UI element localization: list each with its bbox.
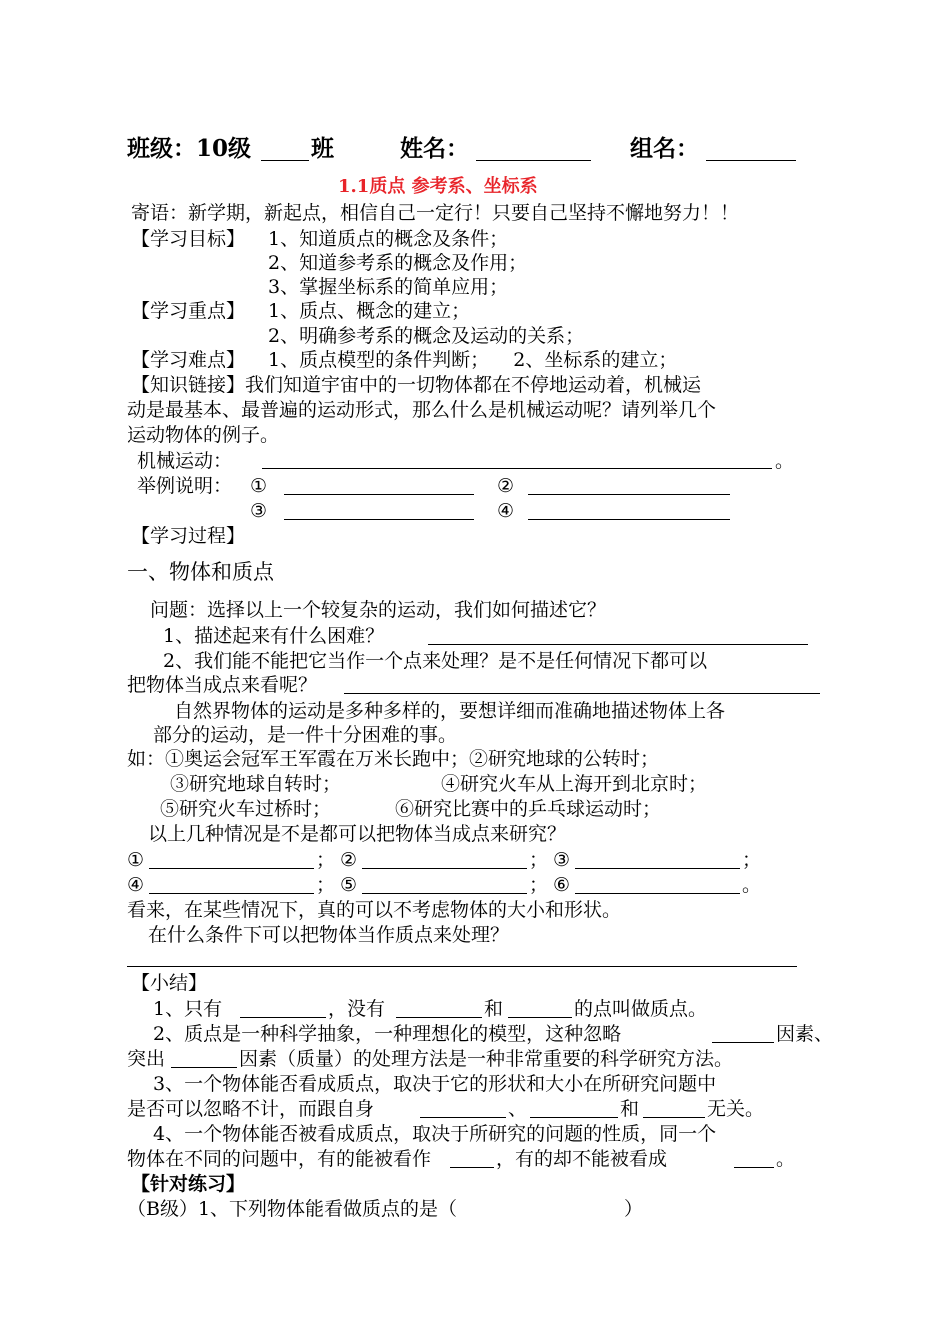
summary-text: ，没有	[328, 998, 386, 1020]
name-blank[interactable]	[476, 160, 591, 161]
example-line: ③研究地球自转时；	[170, 773, 342, 795]
answer-mark: ①	[127, 849, 145, 871]
summary-blank[interactable]	[171, 1067, 237, 1068]
answer-blank[interactable]	[575, 868, 740, 869]
keypoint-item: 2、明确参考系的概念及运动的关系；	[268, 325, 585, 347]
summary-blank[interactable]	[420, 1117, 506, 1118]
group-blank[interactable]	[706, 160, 796, 161]
class-label: 班级：10级	[127, 135, 252, 162]
nature-text: 部分的运动，是一件十分困难的事。	[153, 724, 458, 746]
summary-text: 和	[620, 1098, 640, 1120]
example-line: ④研究火车从上海开到北京时；	[441, 773, 708, 795]
knowledge-line: 动是最基本、最普遍的运动形式，那么什么是机械运动呢？请列举几个	[127, 399, 717, 421]
summary-blank[interactable]	[643, 1117, 705, 1118]
example-mark: ②	[497, 475, 515, 497]
summary-text: 物体在不同的问题中，有的能被看作	[127, 1148, 432, 1170]
class-suffix: 班	[311, 135, 334, 162]
answer-sep: ；	[529, 849, 549, 871]
class-blank[interactable]	[261, 160, 309, 161]
keypoint-item: 1、质点、概念的建立；	[268, 300, 471, 322]
difficulties-text: 1、质点模型的条件判断； 2、坐标系的建立；	[268, 349, 678, 371]
summary-blank[interactable]	[530, 1117, 618, 1118]
objective-item: 3、掌握坐标系的简单应用；	[268, 276, 509, 298]
summary-text: ，有的却不能被看成	[496, 1148, 668, 1170]
summary-text: 。	[776, 1148, 796, 1170]
answer-sep: ；	[529, 874, 549, 896]
summary-text: 1、只有	[153, 998, 223, 1020]
answer-end: 。	[742, 874, 762, 896]
summary-text: 和	[484, 998, 504, 1020]
conclusion-line: 看来，在某些情况下，真的可以不考虑物体的大小和形状。	[127, 899, 622, 921]
name-label: 姓名：	[400, 135, 469, 162]
answer-mark: ⑤	[340, 874, 358, 896]
summary-blank[interactable]	[450, 1167, 494, 1168]
keypoints-label: 【学习重点】	[131, 300, 246, 322]
example-blank[interactable]	[528, 494, 730, 495]
question-2-blank[interactable]	[344, 693, 820, 694]
practice-question-end: ）	[624, 1198, 644, 1220]
summary-blank[interactable]	[240, 1017, 326, 1018]
summary-text: 3、一个物体能否看成质点，取决于它的形状和大小在所研究问题中	[153, 1073, 717, 1095]
summary-text: 、	[508, 1098, 528, 1120]
example-mark: ④	[497, 500, 515, 522]
objective-item: 1、知道质点的概念及条件；	[268, 228, 509, 250]
example-line: 如：①奥运会冠军王军霞在万米长跑中；②研究地球的公转时；	[127, 748, 660, 770]
question-intro: 问题：选择以上一个较复杂的运动，我们如何描述它？	[150, 599, 607, 621]
motto: 寄语：新学期，新起点，相信自己一定行！只要自己坚持不懈地努力！！	[131, 202, 740, 224]
practice-question: （B级）1、下列物体能看做质点的是（	[127, 1198, 458, 1220]
nature-text: 自然界物体的运动是多种多样的，要想详细而准确地描述物体上各	[174, 700, 726, 722]
answer-mark: ④	[127, 874, 145, 896]
answer-mark: ③	[553, 849, 571, 871]
example-line: ⑥研究比赛中的乒乓球运动时；	[395, 798, 662, 820]
example-label: 举例说明：	[137, 475, 233, 497]
answer-blank[interactable]	[362, 893, 527, 894]
summary-blank[interactable]	[712, 1042, 774, 1043]
answer-sep: ；	[316, 874, 336, 896]
example-mark: ①	[250, 475, 268, 497]
mech-label: 机械运动：	[137, 450, 233, 472]
mech-blank[interactable]	[262, 468, 772, 469]
answer-blank[interactable]	[149, 893, 314, 894]
answer-sep: ；	[316, 849, 336, 871]
summary-label: 【小结】	[131, 972, 208, 994]
summary-text: 突出	[127, 1048, 166, 1070]
example-mark: ③	[250, 500, 268, 522]
objective-item: 2、知道参考系的概念及作用；	[268, 252, 528, 274]
question-1-blank[interactable]	[428, 644, 808, 645]
answer-blank[interactable]	[149, 868, 314, 869]
process-label: 【学习过程】	[131, 525, 246, 547]
example-blank[interactable]	[284, 494, 474, 495]
summary-text: 是否可以忽略不计，而跟自身	[127, 1098, 375, 1120]
answer-mark: ⑥	[553, 874, 571, 896]
summary-text: 2、质点是一种科学抽象，一种理想化的模型，这种忽略	[153, 1023, 622, 1045]
question-1: 1、描述起来有什么困难？	[163, 625, 385, 647]
answer-mark: ②	[340, 849, 358, 871]
example-question: 以上几种情况是不是都可以把物体当成点来研究？	[148, 823, 567, 845]
answer-blank[interactable]	[362, 868, 527, 869]
section-heading: 一、物体和质点	[127, 560, 274, 584]
page-title: 1.1质点 参考系、坐标系	[338, 176, 538, 197]
group-label: 组名：	[630, 135, 699, 162]
condition-question: 在什么条件下可以把物体当作质点来处理？	[148, 924, 510, 946]
summary-text: 因素（质量）的处理方法是一种非常重要的科学研究方法。	[239, 1048, 734, 1070]
answer-sep: ；	[742, 849, 762, 871]
question-2: 2、我们能不能把它当作一个点来处理？是不是任何情况下都可以	[163, 650, 708, 672]
summary-text: 4、一个物体能否被看成质点，取决于所研究的问题的性质，同一个	[153, 1123, 717, 1145]
answer-blank[interactable]	[575, 893, 740, 894]
summary-text: 无关。	[707, 1098, 765, 1120]
question-2: 把物体当成点来看呢？	[127, 674, 318, 696]
condition-blank[interactable]	[127, 966, 797, 967]
summary-blank[interactable]	[396, 1017, 482, 1018]
summary-blank[interactable]	[508, 1017, 572, 1018]
summary-text: 的点叫做质点。	[574, 998, 708, 1020]
summary-text: 因素、	[776, 1023, 834, 1045]
example-line: ⑤研究火车过桥时；	[160, 798, 332, 820]
mech-end: 。	[775, 450, 795, 472]
knowledge-line: 运动物体的例子。	[127, 424, 280, 446]
example-blank[interactable]	[528, 519, 730, 520]
difficulties-label: 【学习难点】	[131, 349, 246, 371]
summary-blank[interactable]	[734, 1167, 774, 1168]
objectives-label: 【学习目标】	[131, 228, 246, 250]
knowledge-line: 【知识链接】我们知道宇宙中的一切物体都在不停地运动着，机械运	[131, 374, 702, 396]
practice-label: 【针对练习】	[131, 1173, 246, 1195]
example-blank[interactable]	[284, 519, 474, 520]
